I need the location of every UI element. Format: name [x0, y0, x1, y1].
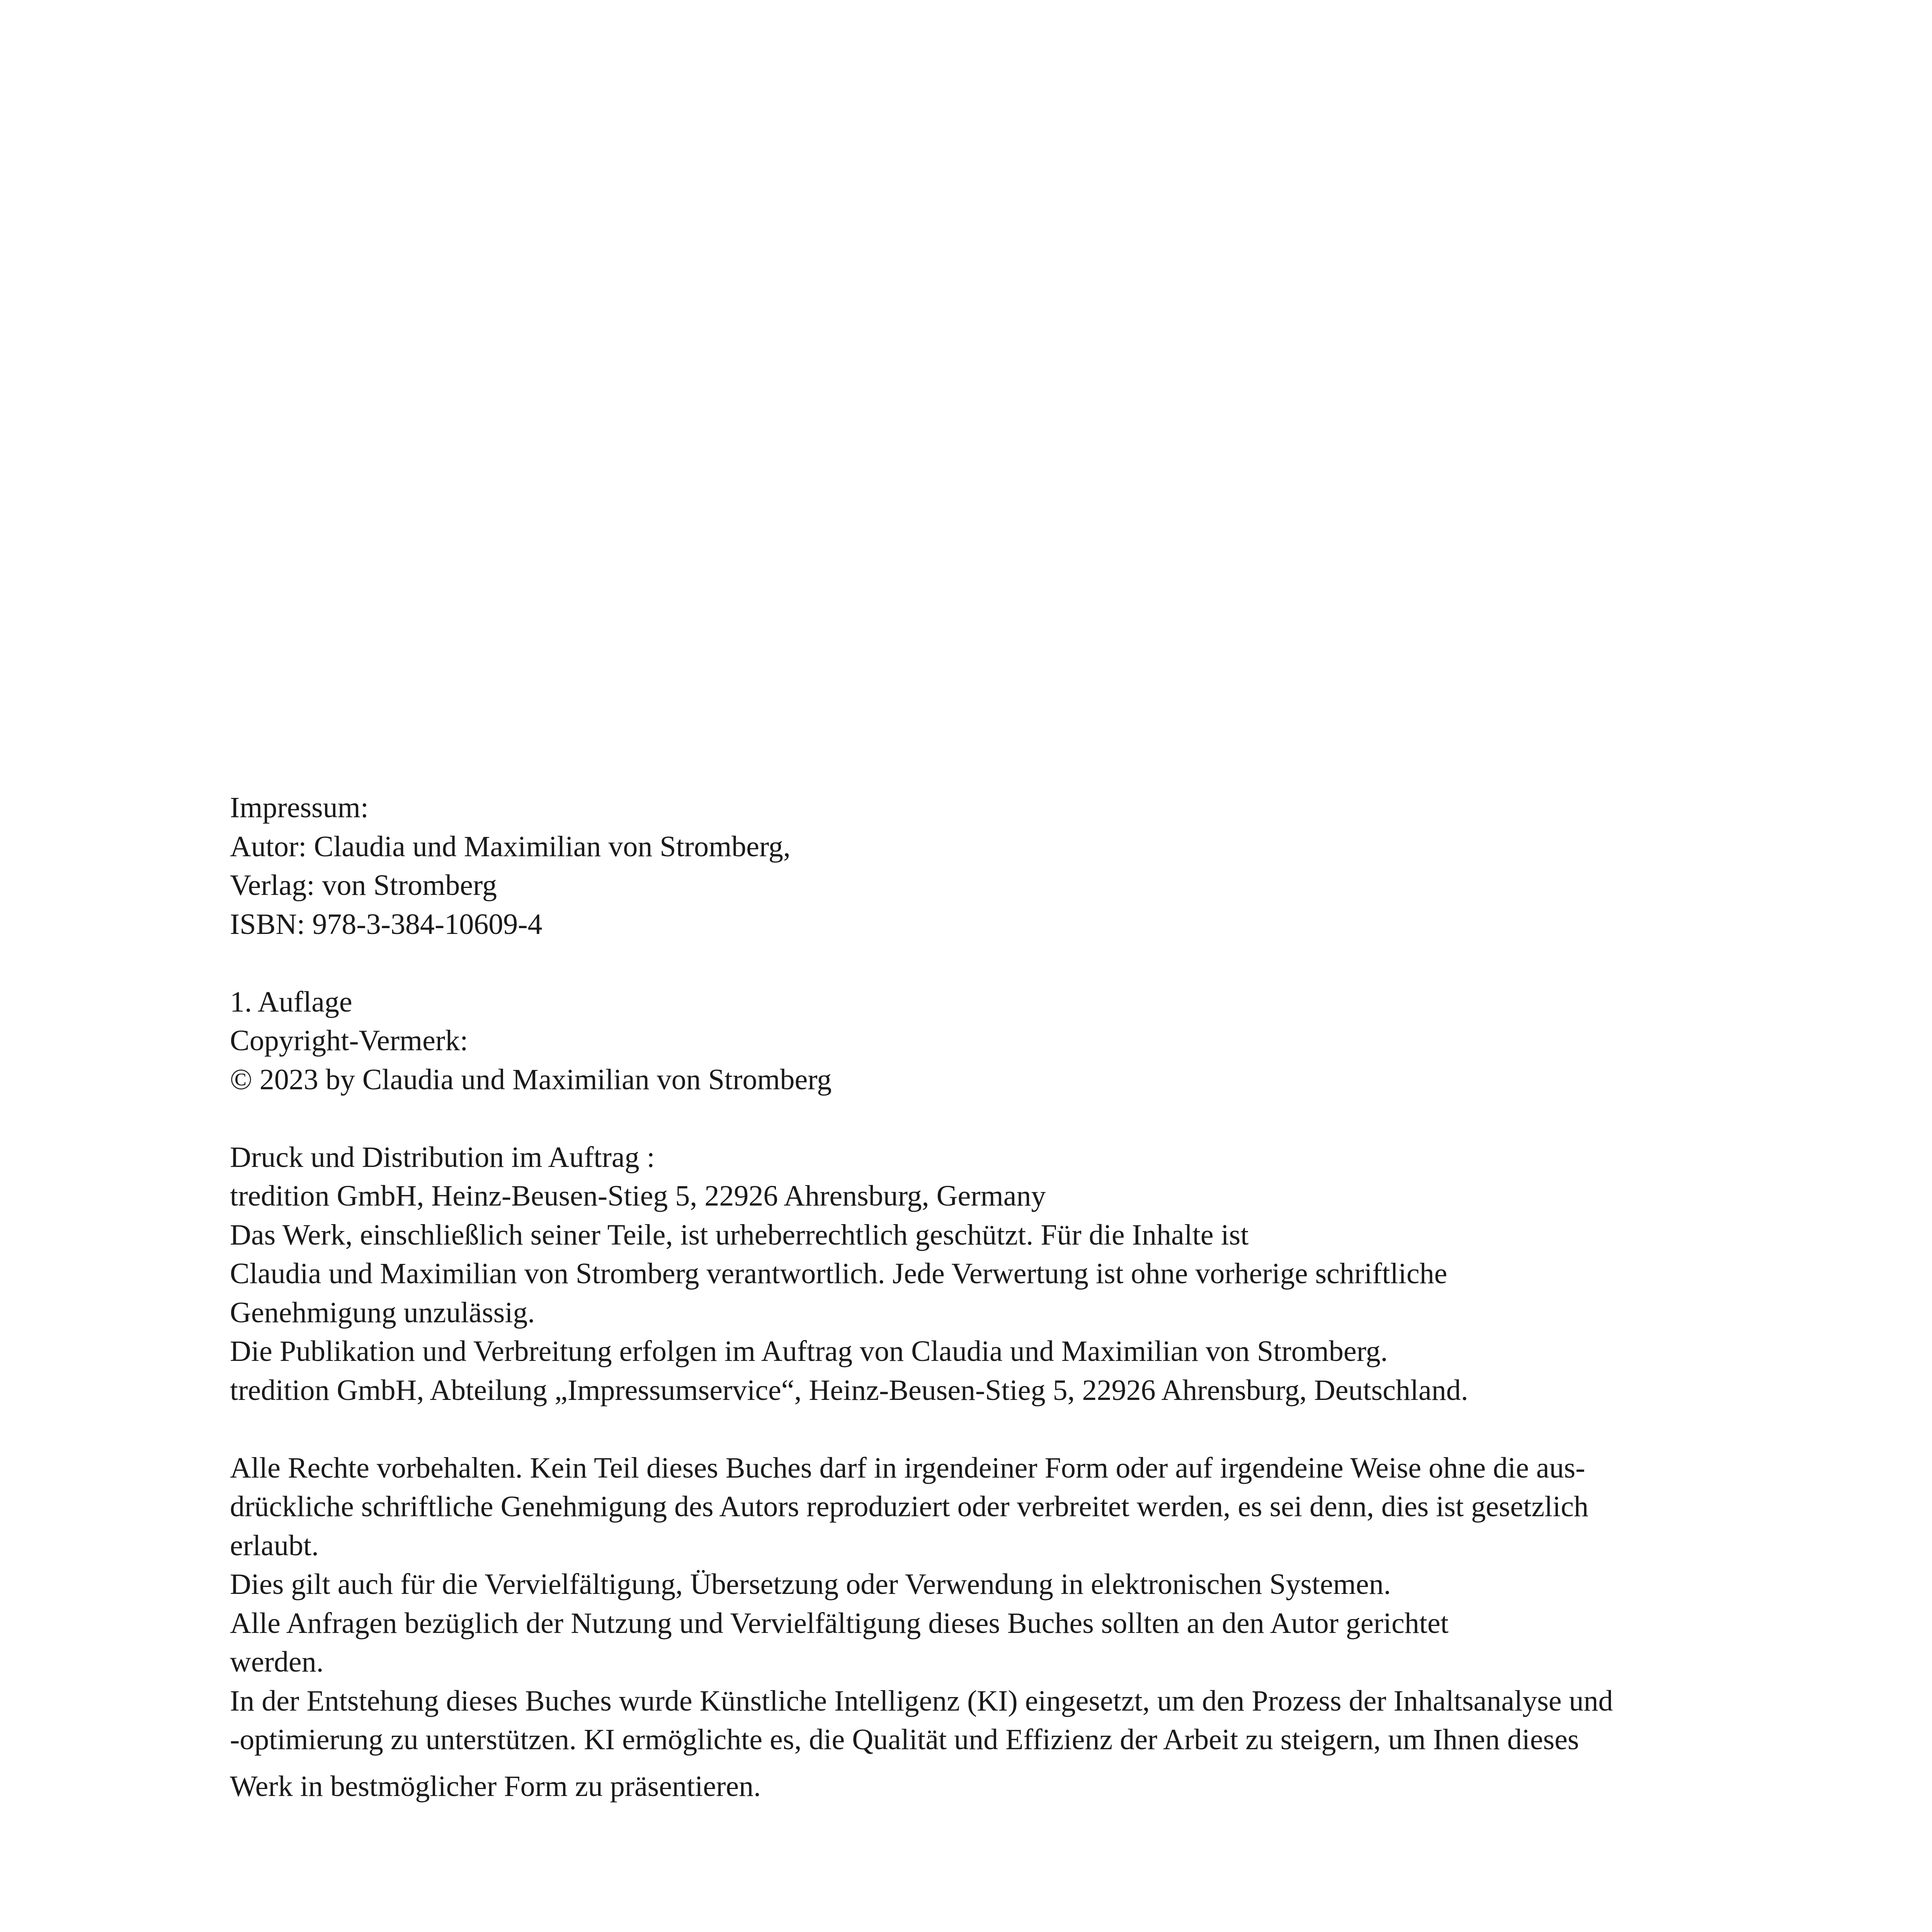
imprint-block	[230, 788, 1814, 1806]
print-line: Druck und Distribution im Auftrag :	[230, 1141, 655, 1173]
copyright-line: © 2023 by Claudia und Maximilian von Stromberg	[230, 1063, 832, 1096]
rights-line: drückliche schriftliche Genehmigung des Autors reproduziert oder verbreitet werden, es sei denn, dies ist gesetzlich	[230, 1490, 1588, 1523]
rights-line: Dies gilt auch für die Vervielfältigung, Übersetzung oder Verwendung in elektronischen Systemen.	[230, 1568, 1391, 1600]
print-line: tredition GmbH, Heinz-Beusen-Stieg 5, 22926 Ahrensburg, Germany	[230, 1180, 1046, 1212]
edition-line: 1. Auflage	[230, 985, 352, 1018]
isbn-line: ISBN: 978-3-384-10609-4	[230, 908, 543, 940]
author-line: Autor: Claudia und Maximilian von Stromberg,	[230, 830, 791, 863]
rights-line: erlaubt.	[230, 1529, 319, 1562]
print-line: Genehmigung unzulässig.	[230, 1296, 535, 1329]
rights-line: -optimierung zu unterstützen. KI ermöglichte es, die Qualität und Effizienz der Arbeit zu steigern, um Ihnen dieses	[230, 1723, 1579, 1756]
print-line: tredition GmbH, Abteilung „Impressumservice“, Heinz-Beusen-Stieg 5, 22926 Ahrensburg, Deutschland.	[230, 1374, 1468, 1406]
publisher-line: Verlag: von Stromberg	[230, 869, 497, 901]
imprint-heading: Impressum:	[230, 791, 369, 824]
print-line: Das Werk, einschließlich seiner Teile, ist urheberrechtlich geschützt. Für die Inhalte ist	[230, 1218, 1249, 1251]
spacer	[230, 1099, 1814, 1138]
spacer	[230, 1410, 1814, 1449]
rights-line: In der Entstehung dieses Buches wurde Künstliche Intelligenz (KI) eingesetzt, um den Prozess der Inhaltsanalyse und	[230, 1684, 1613, 1717]
rights-line: Alle Anfragen bezüglich der Nutzung und Vervielfältigung dieses Buches sollten an den Autor gerichtet	[230, 1607, 1449, 1639]
rights-line: Alle Rechte vorbehalten. Kein Teil dieses Buches darf in irgendeiner Form oder auf irgendeine Weise ohne die aus-	[230, 1451, 1585, 1484]
spacer	[230, 944, 1814, 983]
rights-line: Werk in bestmöglicher Form zu präsentieren.	[230, 1770, 761, 1803]
print-line: Die Publikation und Verbreitung erfolgen im Auftrag von Claudia und Maximilian von Stromberg.	[230, 1335, 1388, 1367]
print-line: Claudia und Maximilian von Stromberg verantwortlich. Jede Verwertung ist ohne vorherige schriftliche	[230, 1257, 1447, 1290]
copyright-label: Copyright-Vermerk:	[230, 1024, 468, 1057]
rights-line: werden.	[230, 1646, 324, 1678]
